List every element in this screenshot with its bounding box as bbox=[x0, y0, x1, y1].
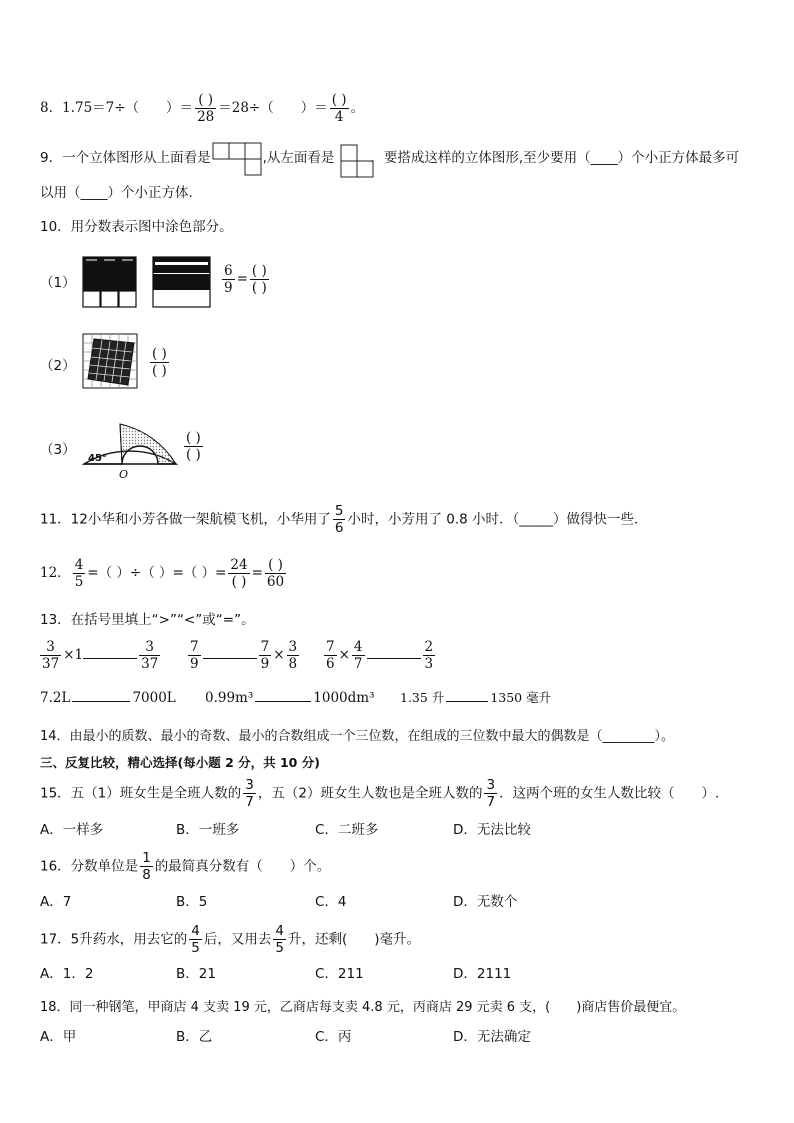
question-18: 18．同一种钢笔，甲商店 4 支卖 19 元，乙商店每支卖 4.8 元，丙商店 29 元卖 6 支，( )商店售价最便宜。 bbox=[40, 1000, 686, 1015]
sector-figure bbox=[80, 418, 180, 480]
fraction: $\frac{( )}{28}$ bbox=[197, 92, 215, 126]
q15-option-d[interactable]: D．无法比较 bbox=[453, 822, 531, 838]
answer-blank[interactable] bbox=[255, 701, 311, 702]
answer-blank[interactable] bbox=[83, 658, 137, 659]
q15-option-a[interactable]: A．一样多 bbox=[40, 822, 104, 838]
tilted-grid-figure bbox=[82, 333, 140, 391]
q17-option-d[interactable]: D．2111 bbox=[453, 966, 512, 982]
question-15: 15．五（1）班女生是全班人数的 $\frac{3}{7}$ ，五（2）班女生人数也是全班人数的 $\frac{3}{7}$ ．这两个班的女生人数比较（ ）. bbox=[40, 777, 720, 811]
q13-row1: $\frac{3}{37}$ ×1 $\frac{3}{37}$ bbox=[42, 639, 159, 673]
answer-blank[interactable] bbox=[72, 701, 130, 702]
q13-row1c: $\frac{7}{6}$ × $\frac{4}{7}$ $\frac{2}{3}$ bbox=[326, 639, 434, 673]
grid-figure-3x3 bbox=[82, 256, 138, 308]
fraction: $\frac{( )}{4}$ bbox=[331, 92, 347, 126]
q17-option-c[interactable]: C．211 bbox=[315, 966, 364, 982]
question-17: 17．5升药水，用去它的 $\frac{4}{5}$ 后，又用去 $\frac{4}{5}$ 升，还剩( )毫升。 bbox=[40, 923, 421, 957]
question-10-title: 10．用分数表示图中涂色部分。 bbox=[40, 219, 233, 235]
q15-option-c[interactable]: C．二班多 bbox=[315, 822, 379, 838]
q16-option-a[interactable]: A．7 bbox=[40, 894, 72, 910]
q17-option-b[interactable]: B．21 bbox=[176, 966, 216, 982]
strip-figure bbox=[152, 256, 212, 308]
answer-blank[interactable] bbox=[446, 701, 488, 702]
q16-option-b[interactable]: B．5 bbox=[176, 894, 208, 910]
q16-option-d[interactable]: D．无数个 bbox=[453, 894, 518, 910]
q10-part3-answer: $\frac{( )}{( )}$ bbox=[186, 430, 201, 464]
q10-part1-label: （1） bbox=[40, 275, 76, 291]
question-9-line1: 9．一个立体图形从上面看是 ,从左面看是 ．要搭成这样的立体图形,至少要用（____）个小正方体最多可 bbox=[40, 150, 740, 166]
q18-option-a[interactable]: A．甲 bbox=[40, 1029, 77, 1045]
answer-blank[interactable] bbox=[367, 658, 421, 659]
q10-part2-label: （2） bbox=[40, 358, 76, 374]
top-view-figure bbox=[212, 142, 264, 178]
answer-blank[interactable] bbox=[203, 658, 257, 659]
q18-option-b[interactable]: B．乙 bbox=[176, 1029, 213, 1045]
q17-option-a[interactable]: A．1．2 bbox=[40, 966, 94, 982]
question-14: 14．由最小的质数、最小的奇数、最小的合数组成一个三位数，在组成的三位数中最大的偶数是（________）。 bbox=[40, 729, 675, 744]
question-11: 11．12小华和小芳各做一架航模飞机，小华用了 $\frac{5}{6}$ 小时，小芳用了 0.8 小时．（_____）做得快一些． bbox=[40, 503, 648, 537]
origin-label: O bbox=[119, 468, 129, 481]
question-8: 8．1.75＝7÷（ ）＝ $\frac{( )}{28}$ ＝28÷（ ）＝ $\frac{( )}{4}$ 。 bbox=[40, 92, 365, 126]
section-3-heading: 三、反复比较，精心选择(每小题 2 分，共 10 分) bbox=[40, 755, 320, 770]
question-13-title: 13．在括号里填上“>”“<”或“=”。 bbox=[40, 612, 255, 628]
q13-row2b: 0.99m³ 1000dm³ bbox=[205, 690, 375, 706]
q18-option-d[interactable]: D．无法确定 bbox=[453, 1029, 531, 1045]
angle-label: 45° bbox=[88, 453, 107, 464]
q10-part1-answer: $\frac{6}{9}$ = $\frac{( )}{( )}$ bbox=[224, 263, 267, 297]
q13-row2: 7.2L 7000L bbox=[40, 690, 176, 706]
q13-row2c: 1.35 升 1350 毫升 bbox=[400, 690, 552, 705]
q10-part3-label: （3） bbox=[40, 442, 76, 458]
question-16: 16．分数单位是 $\frac{1}{8}$ 的最简真分数有（ ）个。 bbox=[40, 850, 331, 884]
q16-option-c[interactable]: C．4 bbox=[315, 894, 347, 910]
q13-row1b: $\frac{7}{9}$ $\frac{7}{9}$ × $\frac{3}{8}$ bbox=[190, 639, 298, 673]
q15-option-b[interactable]: B．一班多 bbox=[176, 822, 240, 838]
q10-part2-answer: $\frac{( )}{( )}$ bbox=[152, 346, 167, 380]
question-9-line2: 以用（____）个小正方体． bbox=[40, 185, 202, 201]
left-view-figure bbox=[340, 144, 376, 180]
question-12: 12． $\frac{4}{5}$ =（ ）÷（ ）=（ ）= $\frac{24}{( )}$ = $\frac{( )}{60}$ bbox=[40, 557, 285, 591]
q18-option-c[interactable]: C．丙 bbox=[315, 1029, 352, 1045]
